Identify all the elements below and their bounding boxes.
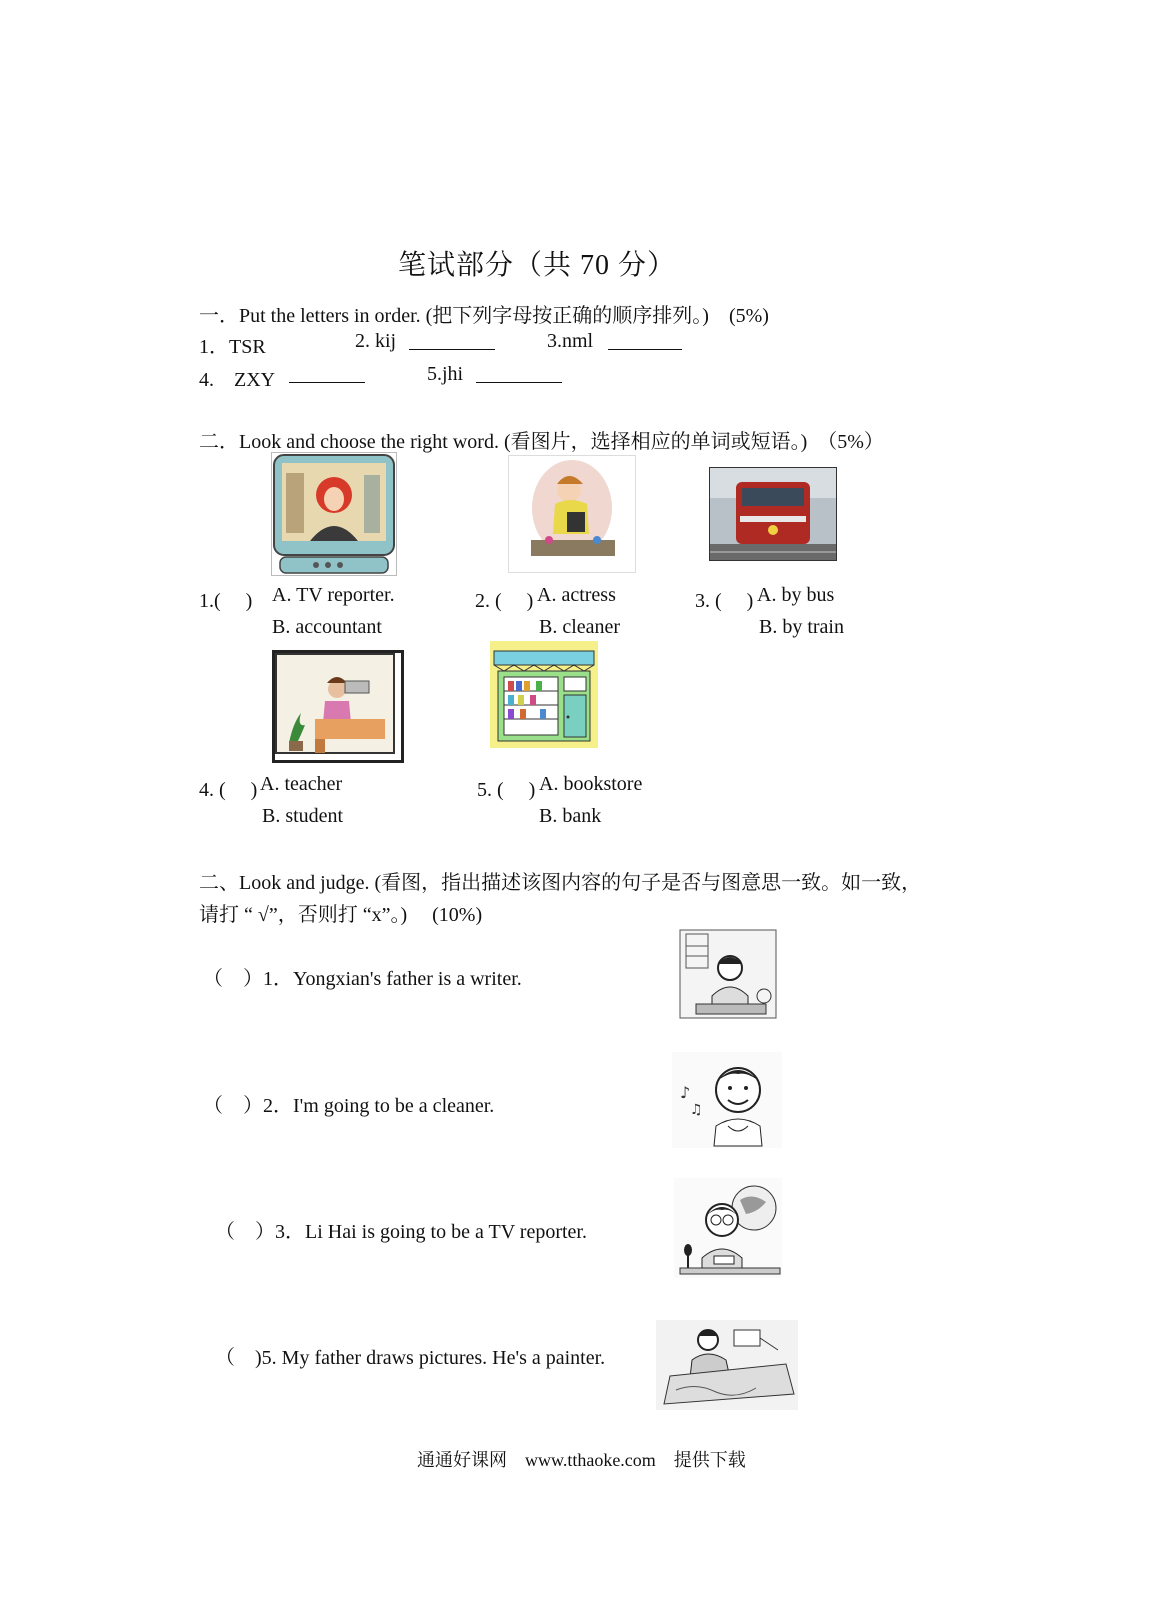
footer-text: 通通好课网 www.tthaoke.com 提供下载 (417, 1450, 746, 1470)
choose-q2-option-a: A. actress (537, 584, 616, 606)
bookstore-picture (490, 641, 598, 748)
choose-q3-option-b: B. by train (759, 616, 844, 638)
reporter-boy-picture (674, 1178, 782, 1278)
singing-boy-picture (672, 1052, 782, 1148)
answer-blank-4[interactable] (289, 364, 365, 383)
answer-blank-3[interactable] (608, 331, 682, 350)
judge-item-1[interactable]: （ ）1．Yongxian's father is a writer. (203, 968, 522, 990)
section1-heading: 一．Put the letters in order. (把下列字母按正确的顺序排列。) (5%) (199, 305, 769, 327)
section3-heading-line1: 二、Look and judge. (看图，指出描述该图内容的句子是否与图意思一致。如一致， (199, 872, 922, 894)
choose-q4-number[interactable]: 4. ( ) (199, 779, 258, 801)
order-item-3: 3.nml (547, 330, 594, 352)
choose-q2-number[interactable]: 2. ( ) (475, 590, 534, 612)
svg-text:♪: ♪ (680, 1083, 691, 1102)
train-picture (709, 467, 837, 561)
office-worker-picture (272, 650, 404, 763)
cleaner-picture (508, 455, 636, 573)
judge-item-2[interactable]: （ ）2．I'm going to be a cleaner. (203, 1095, 495, 1117)
section2-heading: 二．Look and choose the right word. (看图片，选择相应的单词或短语。) （5%） (199, 431, 884, 453)
section3-heading-line2: 请打 “ √”，否则打 “x”。) (10%) (199, 904, 483, 926)
tv-reporter-picture (271, 452, 397, 576)
choose-q5-option-a: A. bookstore (539, 773, 643, 795)
order-item-1: 1．TSR (199, 336, 266, 358)
order-item-2: 2. kij (355, 330, 397, 352)
writer-picture (676, 926, 780, 1022)
choose-q3-number[interactable]: 3. ( ) (695, 590, 754, 612)
answer-blank-5[interactable] (476, 364, 562, 383)
choose-q4-option-b: B. student (262, 805, 344, 827)
choose-q3-option-a: A. by bus (757, 584, 835, 606)
choose-q4-option-a: A. teacher (260, 773, 343, 795)
painter-picture (656, 1320, 798, 1410)
choose-q1-option-b: B. accountant (272, 616, 382, 638)
answer-blank-2[interactable] (409, 331, 495, 350)
svg-text:♫: ♫ (690, 1102, 703, 1118)
judge-item-3[interactable]: （ ）3．Li Hai is going to be a TV reporter. (215, 1221, 587, 1243)
order-item-4: 4. ZXY (199, 369, 276, 391)
choose-q2-option-b: B. cleaner (539, 616, 621, 638)
order-item-5: 5.jhi (427, 363, 464, 385)
page-title: 笔试部分（共 70 分） (398, 250, 677, 281)
choose-q1-number[interactable]: 1.( ) (199, 590, 253, 612)
choose-q5-option-b: B. bank (539, 805, 602, 827)
choose-q5-number[interactable]: 5. ( ) (477, 779, 536, 801)
choose-q1-option-a: A. TV reporter. (272, 584, 395, 606)
judge-item-5[interactable]: （ )5. My father draws pictures. He's a painter. (215, 1347, 606, 1369)
